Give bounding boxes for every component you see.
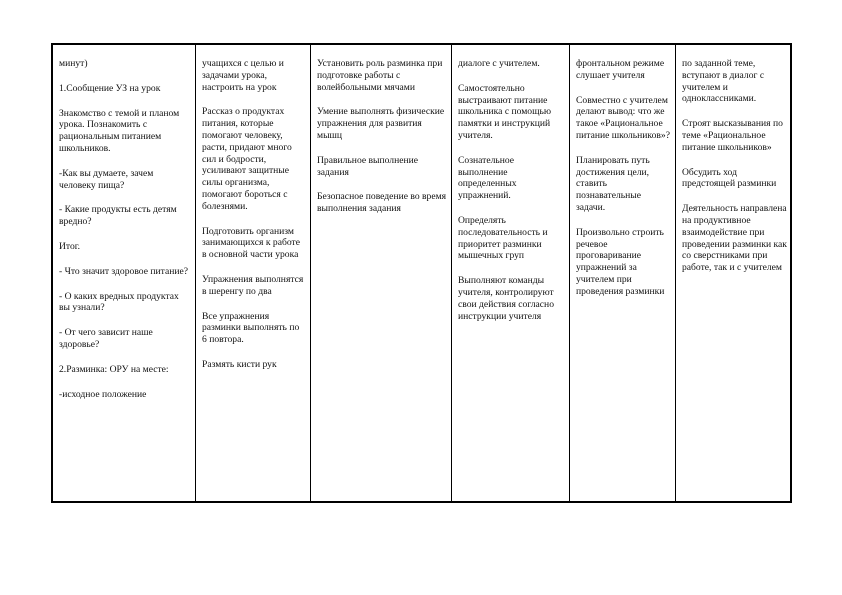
cell-paragraph: Планировать путь достижения цели, ставить познавательные задачи. bbox=[576, 154, 650, 213]
cell-paragraph: Установить роль разминка при подготовке работы с волейбольными мячами bbox=[317, 58, 443, 93]
cell-paragraph: 1.Сообщение УЗ на урок bbox=[59, 82, 161, 94]
cell-paragraph: - Что значит здоровое питание? bbox=[59, 265, 188, 277]
cell-paragraph: Подготовить организм занимающихся к работе в основной части урока bbox=[202, 225, 300, 261]
cell-paragraph: Упражнения выполнятся в шеренгу по два bbox=[202, 273, 304, 297]
cell-paragraph: - О каких вредных продуктах вы узнали? bbox=[59, 290, 179, 314]
cell-paragraph: Самостоятельно выстраивают питание школьника с помощью памятки и инструкций учителя. bbox=[458, 82, 552, 141]
cell-paragraph: Обсудить ход предстоящей разминки bbox=[682, 166, 777, 190]
cell-paragraph: Знакомство с темой и планом урока. Познакомить с рациональным питанием школьников. bbox=[59, 107, 180, 154]
cell-paragraph: Определять последовательность и приоритет разминки мышечных груп bbox=[458, 214, 548, 262]
cell-paragraph: Правильное выполнение задания bbox=[317, 154, 419, 178]
cell-paragraph: минут) bbox=[59, 58, 88, 69]
table-cell-stage bbox=[53, 45, 195, 501]
cell-paragraph: Все упражнения разминки выполнять по 6 повтора. bbox=[202, 310, 300, 346]
cell-paragraph: -исходное положение bbox=[59, 388, 147, 400]
lesson-plan-table bbox=[51, 43, 792, 503]
cell-paragraph: - От чего зависит наше здоровье? bbox=[59, 327, 153, 350]
cell-paragraph: фронтальном режиме слушает учителя bbox=[576, 58, 665, 81]
cell-paragraph: Умение выполнять физические упражнения для развития мышц bbox=[317, 106, 445, 141]
cell-paragraph: учащихся с целью и задачами урока, настроить на урок bbox=[202, 58, 284, 93]
cell-paragraph: 2.Разминка: ОРУ на месте: bbox=[59, 363, 169, 375]
cell-paragraph: по заданной теме, вступают в диалог с учителем и одноклассниками. bbox=[682, 58, 765, 105]
table-cell-goals bbox=[310, 45, 451, 501]
cell-paragraph: Итог. bbox=[59, 240, 81, 252]
cell-paragraph: Рассказ о продуктах питания, которые помогают человеку, расти, придают много сил и бодрости, усиливают защитные силы организма, помогают бороться с болезнями. bbox=[202, 106, 292, 212]
table-cell-teacher-activity bbox=[195, 45, 310, 501]
table-cell-student-activity bbox=[451, 45, 569, 501]
cell-paragraph: - Какие продукты есть детям вредно? bbox=[59, 204, 177, 228]
cell-paragraph: Совместно с учителем делают вывод: что же такое «Рациональное питание школьников»? bbox=[576, 94, 670, 141]
cell-paragraph: Безопасное поведение во время выполнения задания bbox=[317, 191, 447, 215]
table-cell-communicative-actions bbox=[675, 45, 792, 501]
cell-paragraph: Деятельность направлена на продуктивное взаимодействие при проведении разминки как со сверстниками при работе, так и с учителем bbox=[682, 203, 787, 274]
cell-paragraph: Сознательное выполнение определенных упражнений. bbox=[458, 154, 517, 202]
cell-paragraph: Размять кисти рук bbox=[202, 358, 277, 370]
cell-paragraph: диалоге с учителем. bbox=[458, 58, 540, 69]
cell-paragraph: -Как вы думаете, зачем человеку пища? bbox=[59, 167, 154, 191]
cell-paragraph: Произвольно строить речевое проговаривание упражнений за учителем при проведения разминки bbox=[576, 226, 665, 297]
cell-paragraph: Строят высказывания по теме «Рациональное питание школьников» bbox=[682, 118, 783, 153]
cell-paragraph: Выполняют команды учителя, контролируют свои действия согласно инструкции учителя bbox=[458, 275, 554, 322]
table-cell-cognitive-actions bbox=[569, 45, 675, 501]
